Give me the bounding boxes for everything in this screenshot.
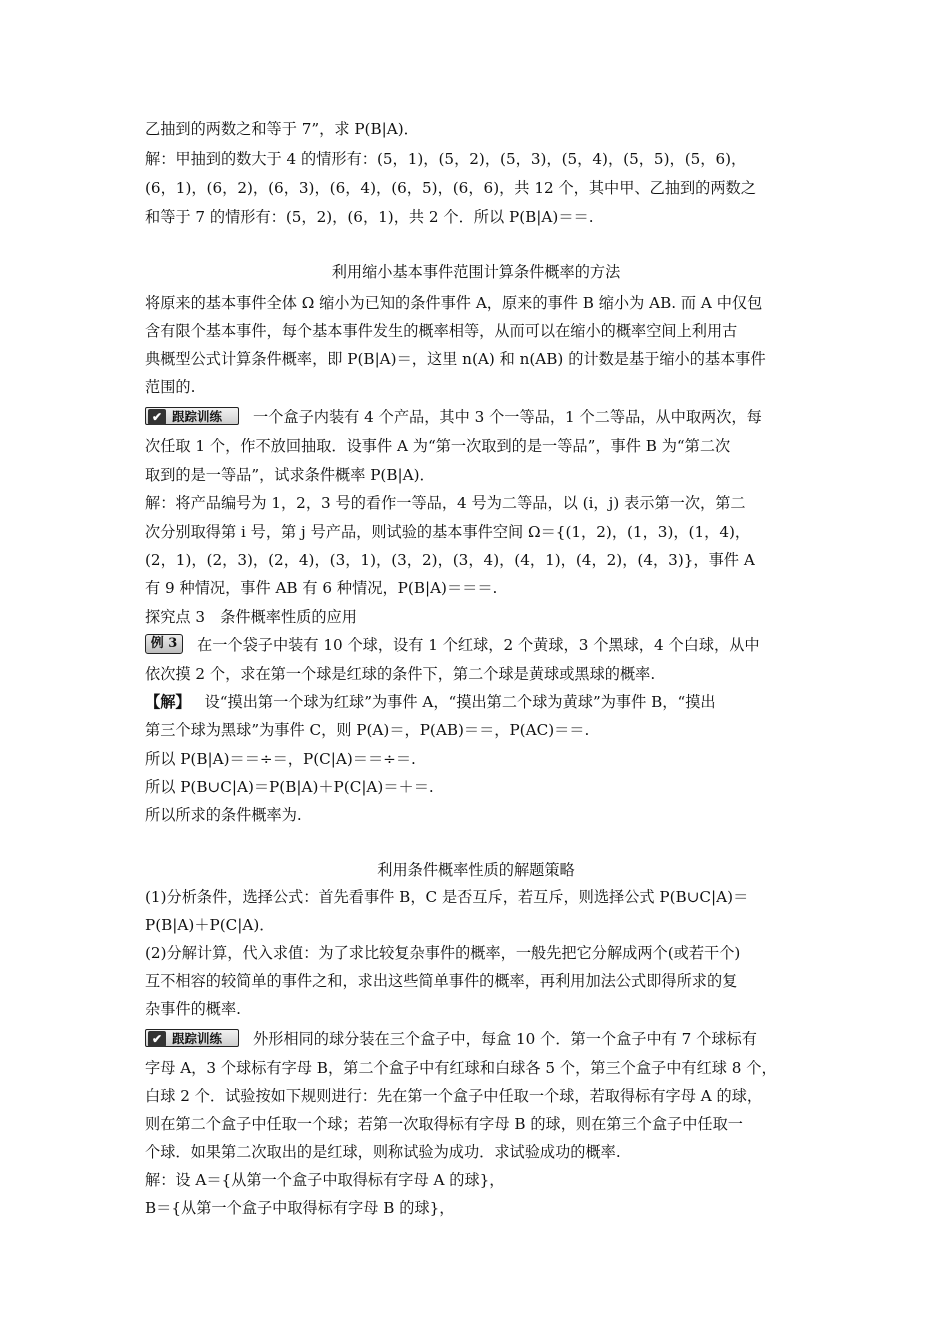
text-line: 个球．如果第二次取出的是红球，则称试验为成功．求试验成功的概率. bbox=[145, 1143, 621, 1161]
text-line: 次任取 1 个，作不放回抽取．设事件 A 为“第一次取到的是一等品”，事件 B 为“第二次 bbox=[145, 437, 731, 455]
text-line: 有 9 种情况，事件 AB 有 6 种情况，P(B|A)＝＝＝. bbox=[145, 579, 498, 597]
text-line: 依次摸 2 个，求在第一个球是红球的条件下，第二个球是黄球或黑球的概率. bbox=[145, 665, 656, 683]
text-line: ✔ 跟踪训练 外形相同的球分装在三个盒子中，每盒 10 个．第一个盒子中有 7 个球标有 bbox=[145, 1028, 757, 1050]
text-line: 所以 P(B|A)＝＝÷＝，P(C|A)＝＝÷＝. bbox=[145, 750, 416, 768]
text-line: 例 3 在一个袋子中装有 10 个球，设有 1 个红球，2 个黄球，3 个黑球，4 个白球，从中 bbox=[145, 634, 760, 656]
example-badge: 例 3 bbox=[145, 634, 183, 654]
text-line: 互不相容的较简单的事件之和，求出这些简单事件的概率，再利用加法公式即得所求的复 bbox=[145, 972, 738, 990]
text-line: (6，1)，(6，2)，(6，3)，(6，4)，(6，5)，(6，6)，共 12 个，其中甲、乙抽到的两数之 bbox=[145, 179, 756, 197]
text-line: 和等于 7 的情形有：(5，2)，(6，1)，共 2 个．所以 P(B|A)＝＝. bbox=[145, 208, 594, 226]
subsection-title: 探究点 3 条件概率性质的应用 bbox=[145, 608, 357, 626]
checkmark-icon: ✔ bbox=[148, 1031, 166, 1047]
checkmark-icon: ✔ bbox=[148, 409, 166, 425]
text-line: 所以所求的条件概率为. bbox=[145, 806, 302, 824]
text-line: 范围的. bbox=[145, 378, 196, 396]
text-line: 【解】 设“摸出第一个球为红球”为事件 A，“摸出第二个球为黄球”为事件 B，“摸出 bbox=[145, 693, 716, 711]
solution-tag: 【解】 bbox=[145, 693, 191, 711]
text-line: 白球 2 个．试验按如下规则进行：先在第一个盒子中任取一个球，若取得标有字母 A 的球， bbox=[145, 1087, 763, 1105]
text-line: (2，1)，(2，3)，(2，4)，(3，1)，(3，2)，(3，4)，(4，1)，(4，2)，(4，3)}，事件 A bbox=[145, 551, 755, 569]
text-line: 解：设 A＝{从第一个盒子中取得标有字母 A 的球}， bbox=[145, 1171, 505, 1189]
text-line: 解：将产品编号为 1，2，3 号的看作一等品，4 号为二等品，以 (i，j) 表示第一次，第二 bbox=[145, 494, 746, 512]
text-line: 字母 A，3 个球标有字母 B，第二个盒子中有红球和白球各 5 个，第三个盒子中有红球 8 个， bbox=[145, 1059, 777, 1077]
track-training-badge: ✔ 跟踪训练 bbox=[145, 407, 239, 425]
text-line: B＝{从第一个盒子中取得标有字母 B 的球}， bbox=[145, 1199, 455, 1217]
text-line: 取到的是一等品”，试求条件概率 P(B|A)． bbox=[145, 466, 435, 484]
text-line: 次分别取得第 i 号，第 j 号产品，则试验的基本事件空间 Ω＝{(1，2)，(1，3)，(1，4)， bbox=[145, 523, 751, 541]
text-line: 第三个球为黑球”为事件 C，则 P(A)＝，P(AB)＝＝，P(AC)＝＝. bbox=[145, 721, 590, 739]
text-line: 解：甲抽到的数大于 4 的情形有：(5，1)，(5，2)，(5，3)，(5，4)，(5，5)，(5，6)， bbox=[145, 150, 747, 168]
section-heading: 利用缩小基本事件范围计算条件概率的方法 bbox=[331, 263, 621, 281]
text-line: 乙抽到的两数之和等于 7”，求 P(B|A)． bbox=[145, 120, 419, 138]
text-line: 则在第二个盒子中任取一个球；若第一次取得标有字母 B 的球，则在第三个盒子中任取一 bbox=[145, 1115, 743, 1133]
text-line: 所以 P(B∪C|A)＝P(B|A)＋P(C|A)＝＋＝. bbox=[145, 778, 434, 796]
text-line: (1)分析条件，选择公式：首先看事件 B，C 是否互斥，若互斥，则选择公式 P(B∪C|A)＝ bbox=[145, 888, 749, 906]
text-line: 杂事件的概率. bbox=[145, 1000, 241, 1018]
text-line: 典概型公式计算条件概率，即 P(B|A)＝，这里 n(A) 和 n(AB) 的计数是基于缩小的基本事件 bbox=[145, 350, 766, 368]
text-line: 含有限个基本事件，每个基本事件发生的概率相等，从而可以在缩小的概率空间上利用古 bbox=[145, 322, 738, 340]
track-training-badge: ✔ 跟踪训练 bbox=[145, 1029, 239, 1047]
text-line: ✔ 跟踪训练 一个盒子内装有 4 个产品，其中 3 个一等品，1 个二等品，从中取两次，每 bbox=[145, 406, 762, 428]
text-line: 将原来的基本事件全体 Ω 缩小为已知的条件事件 A，原来的事件 B 缩小为 AB. 而 A 中仅包 bbox=[145, 294, 763, 312]
section-heading: 利用条件概率性质的解题策略 bbox=[377, 861, 575, 879]
text-line: (2)分解计算，代入求值：为了求比较复杂事件的概率，一般先把它分解成两个(或若干个) bbox=[145, 944, 741, 962]
text-line: P(B|A)＋P(C|A)． bbox=[145, 916, 275, 934]
